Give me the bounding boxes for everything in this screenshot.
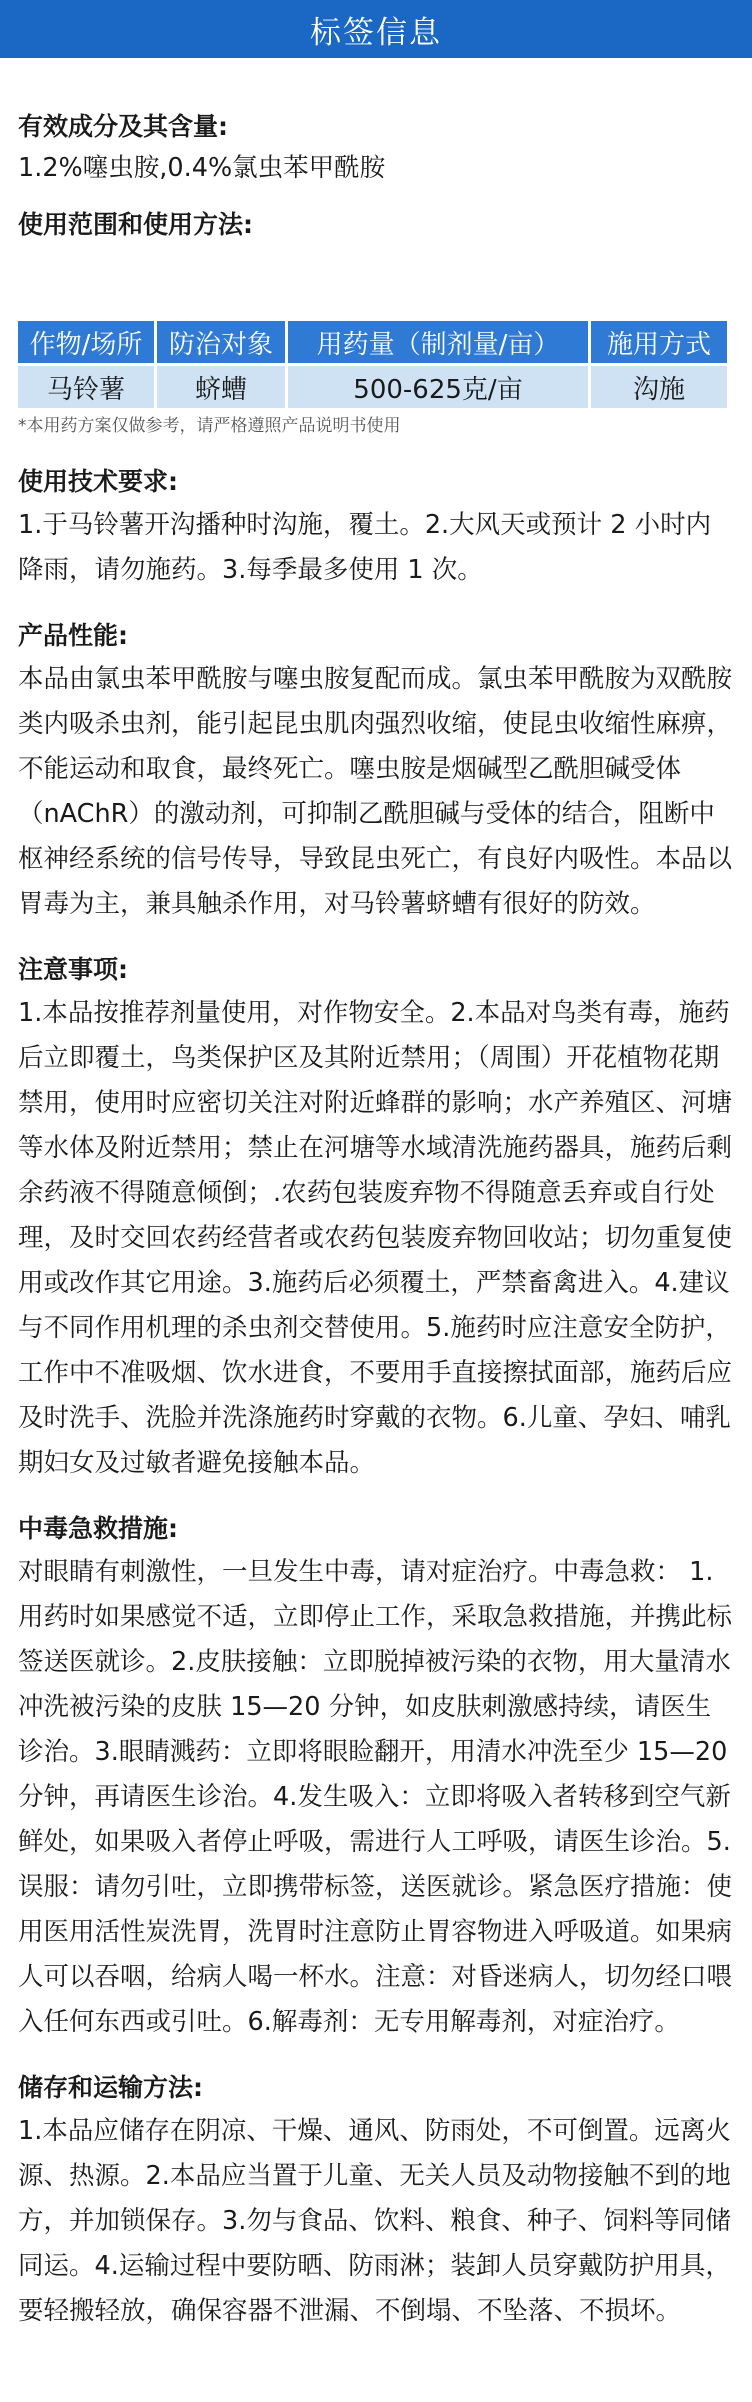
table-cell-target: 蛴螬: [157, 366, 285, 408]
section-usage: [18, 204, 734, 439]
table-cell-crop: 马铃薯: [18, 366, 154, 408]
section-body-storage: 1.本品应储存在阴凉、干燥、通风、防雨处，不可倒置。远离火源、热源。2.本品应当置于儿童、无关人员及动物接触不到的地方，并加锁保存。3.勿与食品、饮料、粮食、种子、饲料等同储同运。4.运输过程中要防晒、防雨淋；装卸人员穿戴防护用具，要轻搬轻放，确保容器不泄漏、不倒塌、不坠落、不损坏。: [18, 2116, 731, 2326]
section-storage: [18, 2067, 734, 2334]
usage-table: [15, 318, 730, 411]
section-body-ingredients: 1.2%噻虫胺,0.4%氯虫苯甲酰胺: [18, 153, 386, 183]
section-title-technique: 使用技术要求:: [18, 467, 178, 496]
section-body-technique: 1.于马铃薯开沟播种时沟施，覆土。2.大风天或预计 2 小时内降雨，请勿施药。3.每季最多使用 1 次。: [18, 510, 712, 585]
label-content: [0, 106, 752, 2334]
section-first-aid: [18, 1508, 734, 2045]
section-title-precautions: 注意事项:: [18, 955, 128, 984]
section-performance: [18, 615, 734, 927]
section-title-storage: 储存和运输方法:: [18, 2073, 203, 2102]
section-body-precautions: 1.本品按推荐剂量使用，对作物安全。2.本品对鸟类有毒，施药后立即覆土，鸟类保护区及其附近禁用；（周围）开花植物花期禁用，使用时应密切关注对附近蜂群的影响；水产养殖区、河塘等水体及附近禁用；禁止在河塘等水域清洗施药器具，施药后剩余药液不得随意倾倒；.农药包装废弃物不得随意丢弃或自行处理，及时交回农药经营者或农药包装废弃物回收站；切勿重复使用或改作其它用途。3.施药后必须覆土，严禁畜禽进入。4.建议与不同作用机理的杀虫剂交替使用。5.施药时应注意安全防护，工作中不准吸烟、饮水进食，不要用手直接擦拭面部，施药后应及时洗手、洗脸并洗涤施药时穿戴的衣物。6.儿童、孕妇、哺乳期妇女及过敏者避免接触本品。: [18, 998, 733, 1478]
section-title-first-aid: 中毒急救措施:: [18, 1514, 178, 1543]
section-body-first-aid: 对眼睛有刺激性，一旦发生中毒，请对症治疗。中毒急救： 1.用药时如果感觉不适，立即停止工作，采取急救措施，并携此标签送医就诊。2.皮肤接触：立即脱掉被污染的衣物，用大量清水冲洗被污染的皮肤 15—20 分钟，如皮肤刺激感持续，请医生诊治。3.眼睛溅药：立即将眼睑翻开，用清水冲洗至少 15—20 分钟，再请医生诊治。4.发生吸入：立即将吸入者转移到空气新鲜处，如果吸入者停止呼吸，需进行人工呼吸，请医生诊治。5.误服：请勿引吐，立即携带标签，送医就诊。紧急医疗措施：使用医用活性炭洗胃，洗胃时注意防止胃容物进入呼吸道。如果病人可以吞咽，给病人喝一杯水。注意：对昏迷病人，切勿经口喂入任何东西或引吐。6.解毒剂：无专用解毒剂，对症治疗。: [18, 1557, 733, 2037]
table-row: [18, 366, 727, 408]
column-header-dosage: 用药量（制剂量/亩）: [288, 321, 588, 363]
column-header-method: 施用方式: [591, 321, 727, 363]
usage-table-wrap: [18, 318, 734, 439]
usage-note: *本用药方案仅做参考，请严格遵照产品说明书使用: [18, 416, 401, 436]
column-header-target: 防治对象: [157, 321, 285, 363]
header-bar: [0, 0, 752, 58]
section-ingredients: [18, 106, 734, 188]
section-title-usage: 使用范围和使用方法:: [18, 210, 253, 239]
section-title-ingredients: 有效成分及其含量:: [18, 112, 228, 141]
column-header-crop: 作物/场所: [18, 321, 154, 363]
page-title: 标签信息: [310, 14, 442, 51]
table-cell-method: 沟施: [591, 366, 727, 408]
section-precautions: [18, 949, 734, 1486]
table-header-row: [18, 321, 727, 363]
table-cell-dosage: 500-625克/亩: [288, 366, 588, 408]
section-body-performance: 本品由氯虫苯甲酰胺与噻虫胺复配而成。氯虫苯甲酰胺为双酰胺类内吸杀虫剂，能引起昆虫肌肉强烈收缩，使昆虫收缩性麻痹，不能运动和取食，最终死亡。噻虫胺是烟碱型乙酰胆碱受体（nAChR）的激动剂，可抑制乙酰胆碱与受体的结合，阻断中枢神经系统的信号传导，导致昆虫死亡，有良好内吸性。本品以胃毒为主，兼具触杀作用，对马铃薯蛴螬有很好的防效。: [18, 664, 733, 919]
section-title-performance: 产品性能:: [18, 621, 128, 650]
section-technique: [18, 461, 734, 593]
